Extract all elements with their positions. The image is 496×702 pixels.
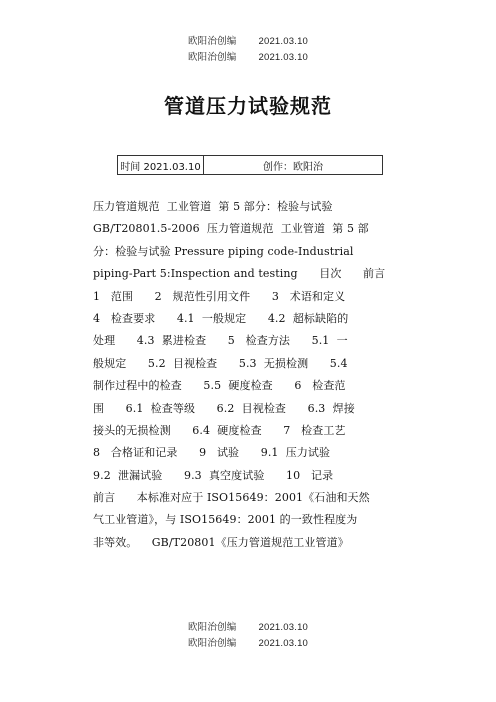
page-header-line-1	[0, 36, 496, 48]
body-line: 8 合格证和记录 9 试验 9.1 压力试验	[93, 446, 331, 460]
meta-creator-cell: 创作：欧阳治	[263, 161, 323, 173]
page-footer-line-2	[0, 638, 496, 650]
header-date: 2021.03.10	[258, 36, 309, 47]
body-line: 1 范围 2 规范性引用文件 3 术语和定义	[93, 289, 346, 303]
body-line: 般规定 5.2 目视检查 5.3 无损检测 5.4	[93, 356, 348, 370]
body-line: 接头的无损检测 6.4 硬度检查 7 检查工艺	[93, 423, 346, 437]
page-header-line-2	[0, 52, 496, 64]
page-footer-line-1	[0, 622, 496, 634]
body-line: 9.2 泄漏试验 9.3 真空度试验 10 记录	[93, 468, 334, 482]
body-line: 处理 4.3 累进检查 5 检查方法 5.1 一	[93, 334, 348, 348]
meta-time-cell: 时间 2021.03.10	[118, 156, 204, 174]
footer-date: 2021.03.10	[258, 622, 309, 633]
footer-author: 欧阳治创编	[187, 638, 237, 649]
body-line: 分：检验与试验 Pressure piping code-Industrial	[93, 244, 354, 258]
meta-table	[117, 155, 383, 175]
document-body	[93, 196, 398, 554]
body-line: 气工业管道》，与 ISO15649：2001 的一致性程度为	[93, 513, 358, 527]
body-line: 非等效。 GB/T20801《压力管道规范工业管道》	[93, 535, 349, 549]
header-author: 欧阳治创编	[187, 52, 237, 63]
body-line: 4 检查要求 4.1 一般规定 4.2 超标缺陷的	[93, 311, 349, 325]
body-line: 压力管道规范 工业管道 第 5 部分：检验与试验	[93, 200, 333, 213]
body-line: piping-Part 5:Inspection and testing 目次 前言	[93, 267, 386, 281]
body-line: GB/T20801.5-2006 压力管道规范 工业管道 第 5 部	[93, 222, 369, 236]
body-line: 前言 本标准对应于 ISO15649：2001《石油和天然	[93, 491, 370, 505]
header-author: 欧阳治创编	[187, 36, 237, 47]
footer-author: 欧阳治创编	[187, 622, 237, 633]
body-line: 围 6.1 检查等级 6.2 目视检查 6.3 焊接	[93, 401, 355, 415]
footer-date: 2021.03.10	[258, 638, 309, 649]
header-date: 2021.03.10	[258, 52, 309, 63]
body-line: 制作过程中的检查 5.5 硬度检查 6 检查范	[93, 379, 346, 393]
document-title: 管道压力试验规范	[164, 94, 332, 118]
